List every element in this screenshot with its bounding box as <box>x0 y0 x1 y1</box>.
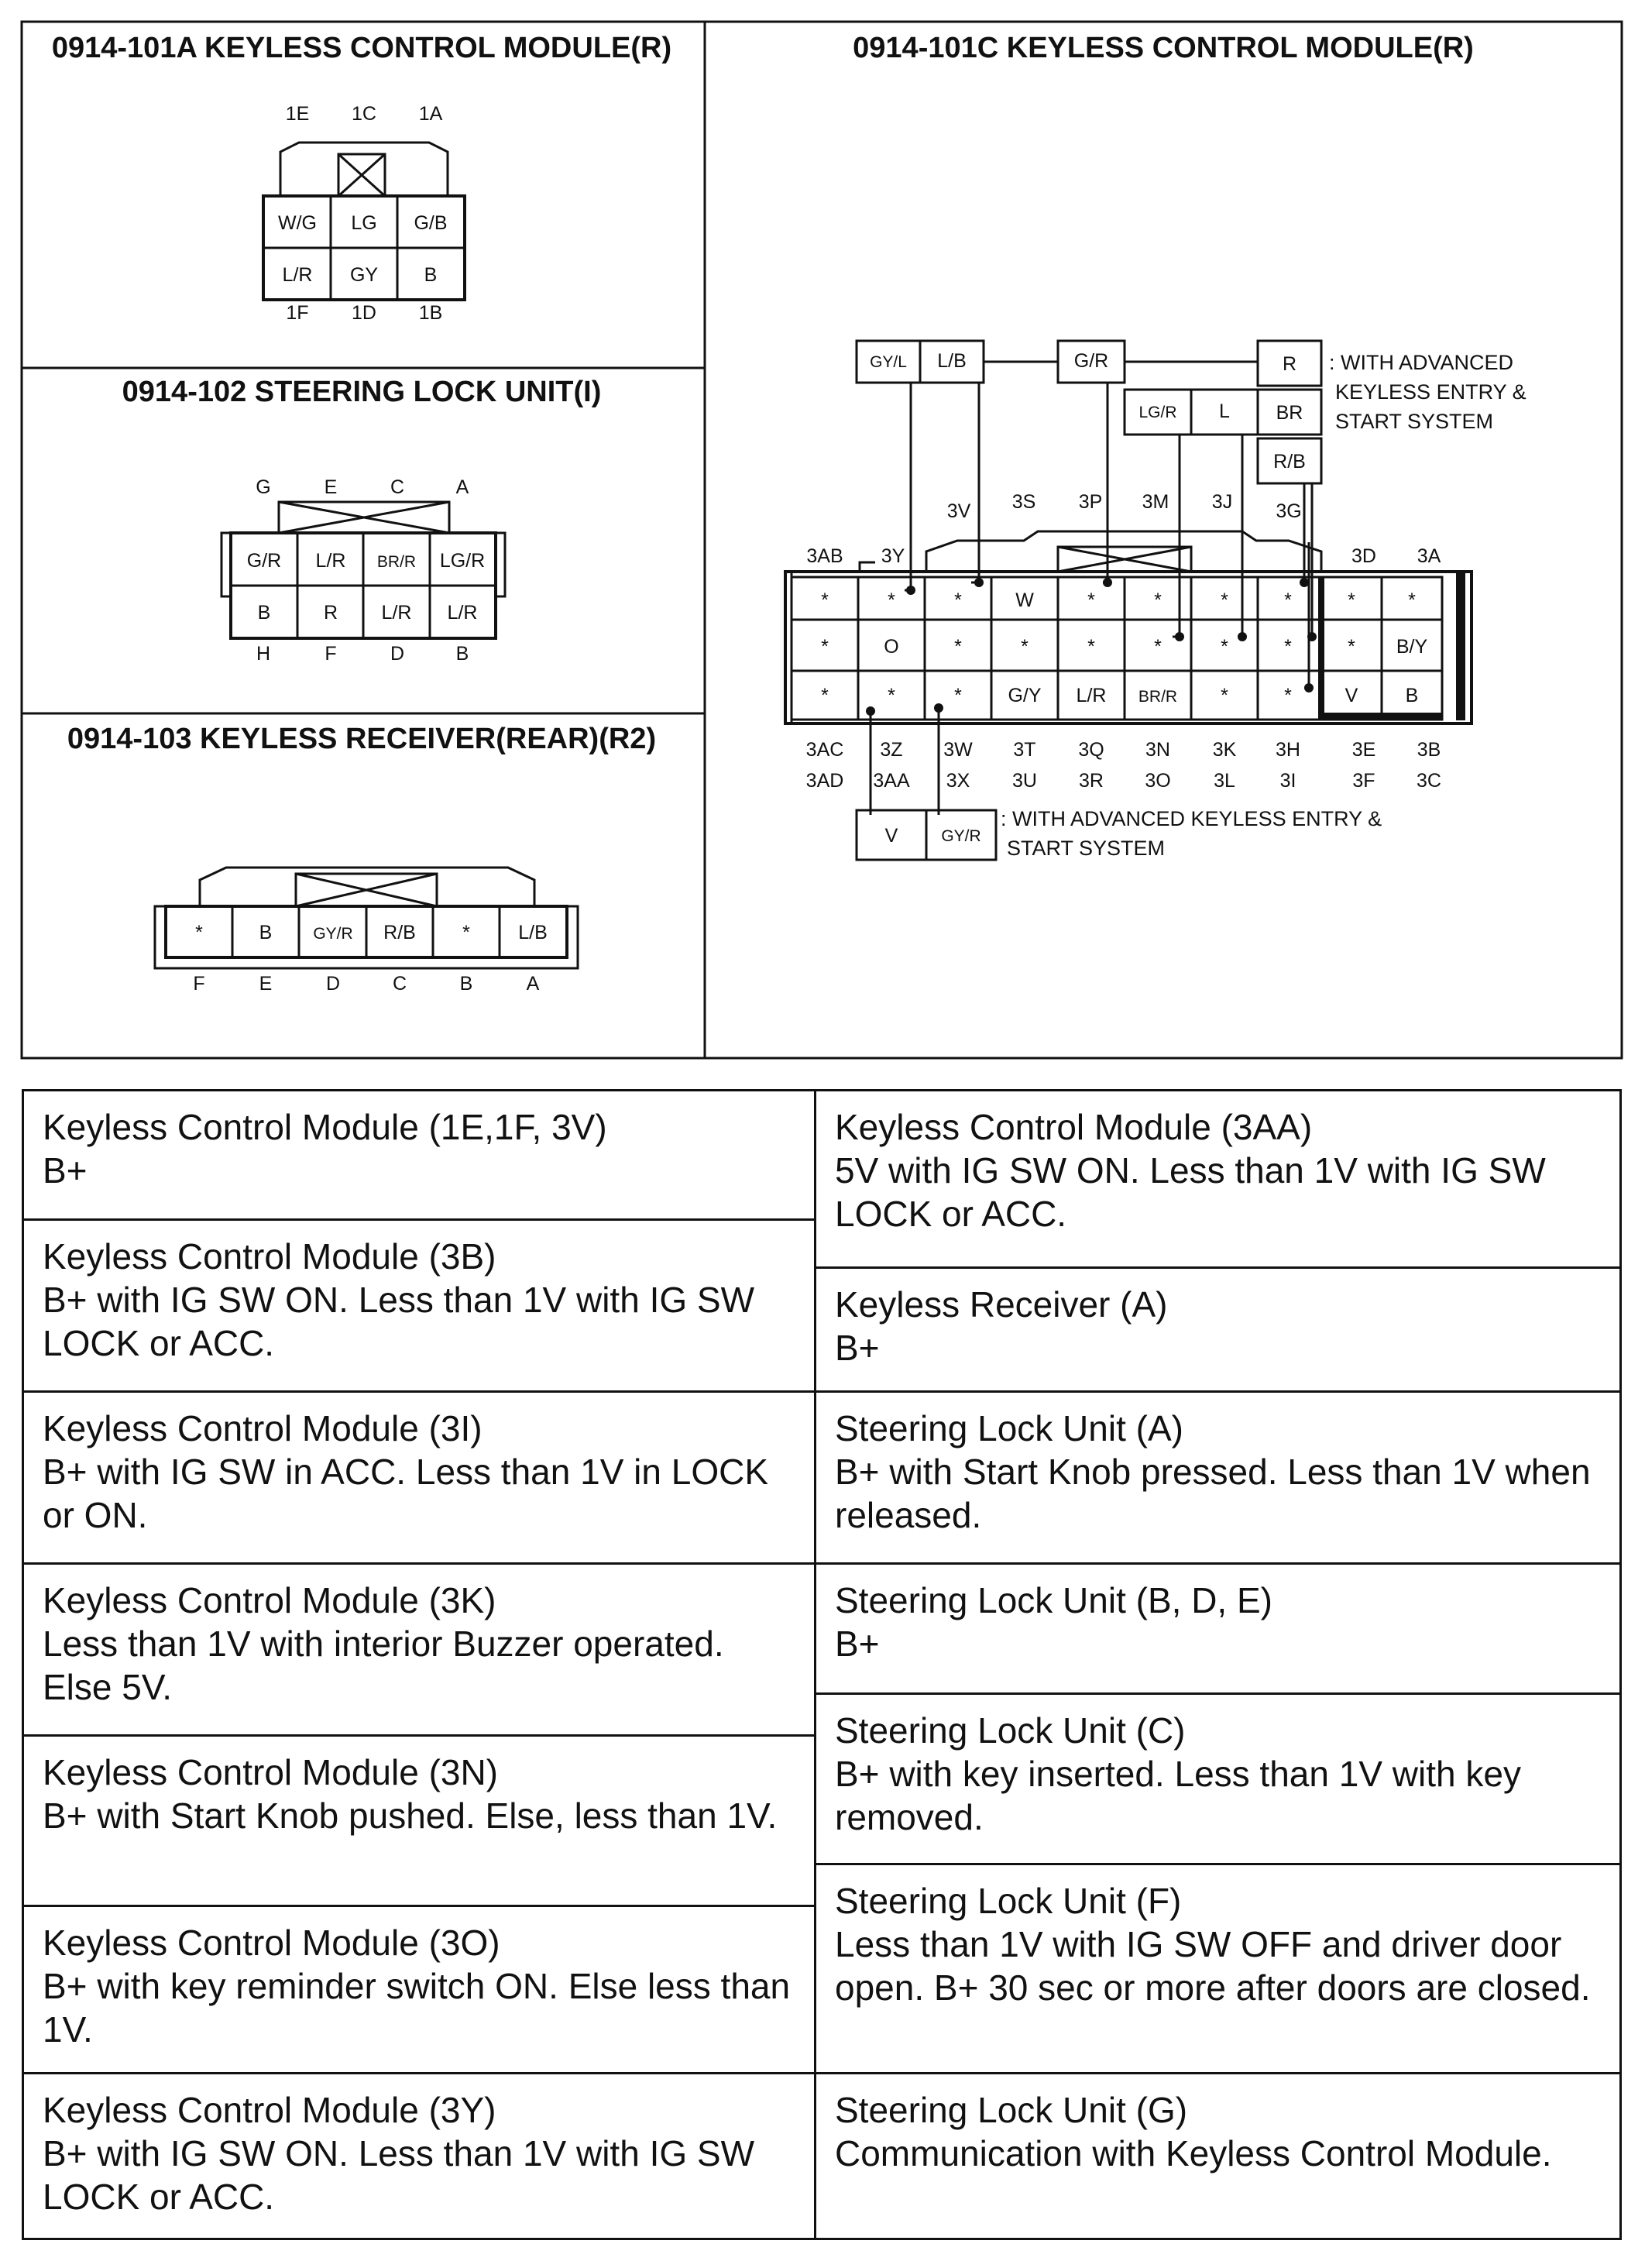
wire-color: L/R <box>315 550 346 572</box>
wire-color: * <box>195 922 203 943</box>
wire-color: GY/R <box>313 925 353 943</box>
spec-name: Steering Lock Unit (F) <box>835 1881 1182 1921</box>
wire-color: LG <box>351 212 377 234</box>
wire-color: * <box>1408 589 1416 611</box>
spec-name: Keyless Control Module (3K) <box>43 1580 496 1620</box>
spec-desc: B+ <box>835 1328 880 1368</box>
spec-name: Keyless Control Module (3O) <box>43 1923 500 1963</box>
spec-desc: B+ with Start Knob pressed. Less than 1V when released. <box>835 1452 1591 1535</box>
hatch-divider <box>1321 713 1442 720</box>
kcm-101a-panel <box>52 32 671 324</box>
pin-label: 3G <box>1276 500 1302 522</box>
spec-column-left <box>24 1091 814 2238</box>
wire-color: BR/R <box>376 553 417 571</box>
spec-cell <box>24 1390 814 1562</box>
pin-label: 3B <box>1417 739 1441 761</box>
connector-housing <box>280 143 448 196</box>
connection-dot <box>934 703 943 713</box>
wire-color: * <box>1284 685 1292 706</box>
pin-label: 3U <box>1012 770 1037 792</box>
wire-color: * <box>1087 589 1095 611</box>
spec-cell <box>816 1863 1622 2072</box>
spec-desc: Less than 1V with interior Buzzer operated. Else 5V. <box>43 1624 724 1707</box>
spec-desc: B+ <box>43 1150 88 1191</box>
voltage-spec-table <box>22 1089 1622 2240</box>
spec-name: Keyless Control Module (3AA) <box>835 1107 1313 1147</box>
spec-desc: Less than 1V with IG SW OFF and driver door open. B+ 30 sec or more after doors are closed. <box>835 1924 1591 2008</box>
spec-name: Keyless Control Module (3N) <box>43 1752 499 1792</box>
wire-color: * <box>1284 636 1292 658</box>
spec-name: Steering Lock Unit (B, D, E) <box>835 1580 1272 1620</box>
steering-lock-title: 0914-102 STEERING LOCK UNIT(I) <box>122 376 602 408</box>
keyless-receiver-panel <box>67 723 656 995</box>
pin-label: 3H <box>1276 739 1300 761</box>
pin-label: C <box>392 973 407 995</box>
note-line: START SYSTEM <box>1335 410 1494 433</box>
steering-lock-panel <box>122 376 602 665</box>
pin-label: D <box>325 973 341 995</box>
spec-desc: B+ <box>835 1624 880 1664</box>
pin-label: 1A <box>418 103 443 125</box>
wire-color: * <box>1154 589 1162 611</box>
spec-cell <box>24 1734 814 1905</box>
spec-cell <box>24 1562 814 1734</box>
pin-label: C <box>390 476 405 498</box>
pin-label: 3AA <box>873 770 910 792</box>
wire-color: * <box>1221 589 1228 611</box>
wire-color: * <box>888 589 895 611</box>
pin-label: A <box>455 476 469 498</box>
wire-color: * <box>1021 636 1029 658</box>
spec-desc: 5V with IG SW ON. Less than 1V with IG SW LOCK or ACC. <box>835 1150 1546 1234</box>
wire-color: B/Y <box>1396 636 1428 658</box>
wire-color: L/R <box>381 602 412 624</box>
wire-color: G/Y <box>1008 685 1042 706</box>
connection-dot <box>1307 632 1317 641</box>
pin-label: 3C <box>1417 770 1441 792</box>
pin-label: 3I <box>1279 770 1296 792</box>
spec-desc: Communication with Keyless Control Module. <box>835 2133 1552 2174</box>
pin-label: D <box>390 643 405 665</box>
pin-label: 3P <box>1078 491 1103 513</box>
kcm-101a-title: 0914-101A KEYLESS CONTROL MODULE(R) <box>51 32 672 64</box>
pin-label: 3AC <box>805 739 844 761</box>
pin-label: 3L <box>1214 770 1235 792</box>
wire-color: G/R <box>246 550 282 572</box>
wire-color: L/B <box>518 922 548 943</box>
wire-color: * <box>821 685 829 706</box>
wire-color: L <box>1219 400 1230 422</box>
wire-color: GY/R <box>941 827 981 845</box>
wire-color: B <box>257 602 271 624</box>
pin-label: 1F <box>286 302 309 324</box>
note-line: : WITH ADVANCED KEYLESS ENTRY & <box>1001 807 1382 830</box>
wire-color: LG/R <box>439 550 486 572</box>
wire-color: W/G <box>278 212 317 234</box>
wire-color: B <box>1405 685 1419 706</box>
connection-dot <box>1238 632 1247 641</box>
wire-color: W <box>1015 589 1034 611</box>
wire-color: L/R <box>1076 685 1107 706</box>
wire-color: R <box>1282 353 1297 375</box>
pin-label: 3K <box>1212 739 1237 761</box>
wire-color: L/R <box>447 602 478 624</box>
pin-label: 3V <box>946 500 971 522</box>
wire-color: BR <box>1276 402 1303 424</box>
pin-label: 3Z <box>880 739 903 761</box>
spec-cell <box>816 1266 1622 1390</box>
pin-label: 3F <box>1352 770 1375 792</box>
wire-color: R <box>323 602 338 624</box>
pin-label: F <box>193 973 205 995</box>
pin-label: 3AB <box>806 545 843 567</box>
wire-color: * <box>1284 589 1292 611</box>
wire-color: * <box>1154 636 1162 658</box>
connection-dot <box>1175 632 1184 641</box>
note-line: KEYLESS ENTRY & <box>1335 380 1527 404</box>
pin-label: 3S <box>1011 491 1036 513</box>
connector-housing <box>926 531 1321 572</box>
connection-dot <box>1304 683 1314 692</box>
spec-cell <box>816 1390 1622 1562</box>
spec-name: Steering Lock Unit (G) <box>835 2090 1188 2130</box>
pin-label: H <box>256 643 271 665</box>
pin-label: 1C <box>352 103 376 125</box>
wire-color: R/B <box>383 922 416 943</box>
spec-desc: B+ with IG SW ON. Less than 1V with IG SW LOCK or ACC. <box>43 1280 755 1363</box>
pin-label: 3M <box>1142 491 1169 513</box>
spec-cell <box>24 1218 814 1390</box>
spec-name: Steering Lock Unit (C) <box>835 1710 1186 1751</box>
pin-label: 1B <box>418 302 443 324</box>
wire-color: * <box>1348 589 1355 611</box>
wire-color: G/B <box>414 212 448 234</box>
pin-label: 3T <box>1013 739 1036 761</box>
wire-color: * <box>954 589 962 611</box>
spec-cell <box>24 2072 814 2238</box>
wire-color: * <box>1221 685 1228 706</box>
spec-name: Keyless Control Module (3Y) <box>43 2090 496 2130</box>
pin-label: E <box>324 476 338 498</box>
spec-cell <box>816 2072 1622 2238</box>
wire-color: * <box>1221 636 1228 658</box>
hatch-divider <box>1318 577 1324 720</box>
pin-label: 3O <box>1145 770 1171 792</box>
keyless-receiver-title: 0914-103 KEYLESS RECEIVER(REAR)(R2) <box>67 723 657 755</box>
connection-dot <box>1300 578 1309 587</box>
spec-cell <box>816 1692 1622 1863</box>
spec-name: Keyless Receiver (A) <box>835 1284 1168 1325</box>
spec-name: Keyless Control Module (3I) <box>43 1408 483 1448</box>
pin-label: 3A <box>1417 545 1441 567</box>
wire-color: BR/R <box>1138 688 1178 706</box>
pin-label: 3Q <box>1078 739 1104 761</box>
pin-label: 3R <box>1079 770 1104 792</box>
spec-desc: B+ with Start Knob pushed. Else, less than 1V. <box>43 1796 778 1836</box>
pin-label: 3J <box>1211 491 1233 513</box>
spec-desc: B+ with IG SW ON. Less than 1V with IG SW LOCK or ACC. <box>43 2133 755 2217</box>
pin-label: A <box>526 973 540 995</box>
pin-label: F <box>325 643 337 665</box>
pin-label: 3AD <box>805 770 844 792</box>
wire-color: V <box>1345 685 1358 706</box>
wire-color: * <box>1087 636 1095 658</box>
note-line: : WITH ADVANCED <box>1329 351 1514 374</box>
wire-color: * <box>462 922 470 943</box>
wire-color: GY/L <box>870 353 907 371</box>
wire-color: * <box>821 589 829 611</box>
option-wires <box>905 383 1312 688</box>
wire-color: GY <box>349 264 379 286</box>
wire-color: G/R <box>1073 350 1109 372</box>
pin-label: 1E <box>285 103 310 125</box>
pin-label: 3D <box>1351 545 1376 567</box>
connection-dot <box>1103 578 1112 587</box>
pin-label: 3Y <box>881 545 905 567</box>
wire-color: V <box>884 825 898 847</box>
wire-color: R/B <box>1273 451 1306 472</box>
pin-label: 3N <box>1145 739 1170 761</box>
connector-diagram <box>0 0 1645 1077</box>
connection-dot <box>906 586 915 595</box>
pin-label: E <box>259 973 273 995</box>
wire-color: * <box>954 636 962 658</box>
wire-color: O <box>884 636 899 658</box>
wire-color: L/R <box>282 264 313 286</box>
spec-name: Keyless Control Module (1E,1F, 3V) <box>43 1107 607 1147</box>
pin-label: 3E <box>1351 739 1376 761</box>
wire-color: L/B <box>937 350 967 372</box>
pin-label: 3W <box>943 739 973 761</box>
pin-label: G <box>256 476 271 498</box>
kcm-101c-panel <box>785 32 1527 860</box>
hatch-divider <box>1456 573 1465 720</box>
spec-column-right <box>814 1091 1622 2238</box>
spec-desc: B+ with key inserted. Less than 1V with key removed. <box>835 1754 1521 1837</box>
kcm-101c-title: 0914-101C KEYLESS CONTROL MODULE(R) <box>853 32 1474 64</box>
spec-cell <box>24 1905 814 2072</box>
wire-color: B <box>259 922 273 943</box>
wire-color: * <box>821 636 829 658</box>
spec-cell <box>816 1091 1622 1266</box>
spec-cell <box>816 1562 1622 1692</box>
spec-cell <box>24 1091 814 1218</box>
spec-name: Keyless Control Module (3B) <box>43 1236 496 1277</box>
spec-name: Steering Lock Unit (A) <box>835 1408 1183 1448</box>
connection-dot <box>866 706 875 716</box>
pin-label: 1D <box>352 302 376 324</box>
spec-desc: B+ with IG SW in ACC. Less than 1V in LOCK or ON. <box>43 1452 769 1535</box>
pin-label: B <box>459 973 473 995</box>
wire-color: * <box>1348 636 1355 658</box>
connection-dot <box>974 578 984 587</box>
wire-color: LG/R <box>1138 404 1177 421</box>
pin-label: B <box>455 643 469 665</box>
diagram-frame <box>22 22 1622 1058</box>
spec-desc: B+ with key reminder switch ON. Else less than 1V. <box>43 1966 791 2050</box>
pin-label: 3X <box>946 770 970 792</box>
wire-color: * <box>954 685 962 706</box>
note-line: START SYSTEM <box>1007 837 1166 860</box>
wire-color: * <box>888 685 895 706</box>
wire-color: B <box>424 264 438 286</box>
